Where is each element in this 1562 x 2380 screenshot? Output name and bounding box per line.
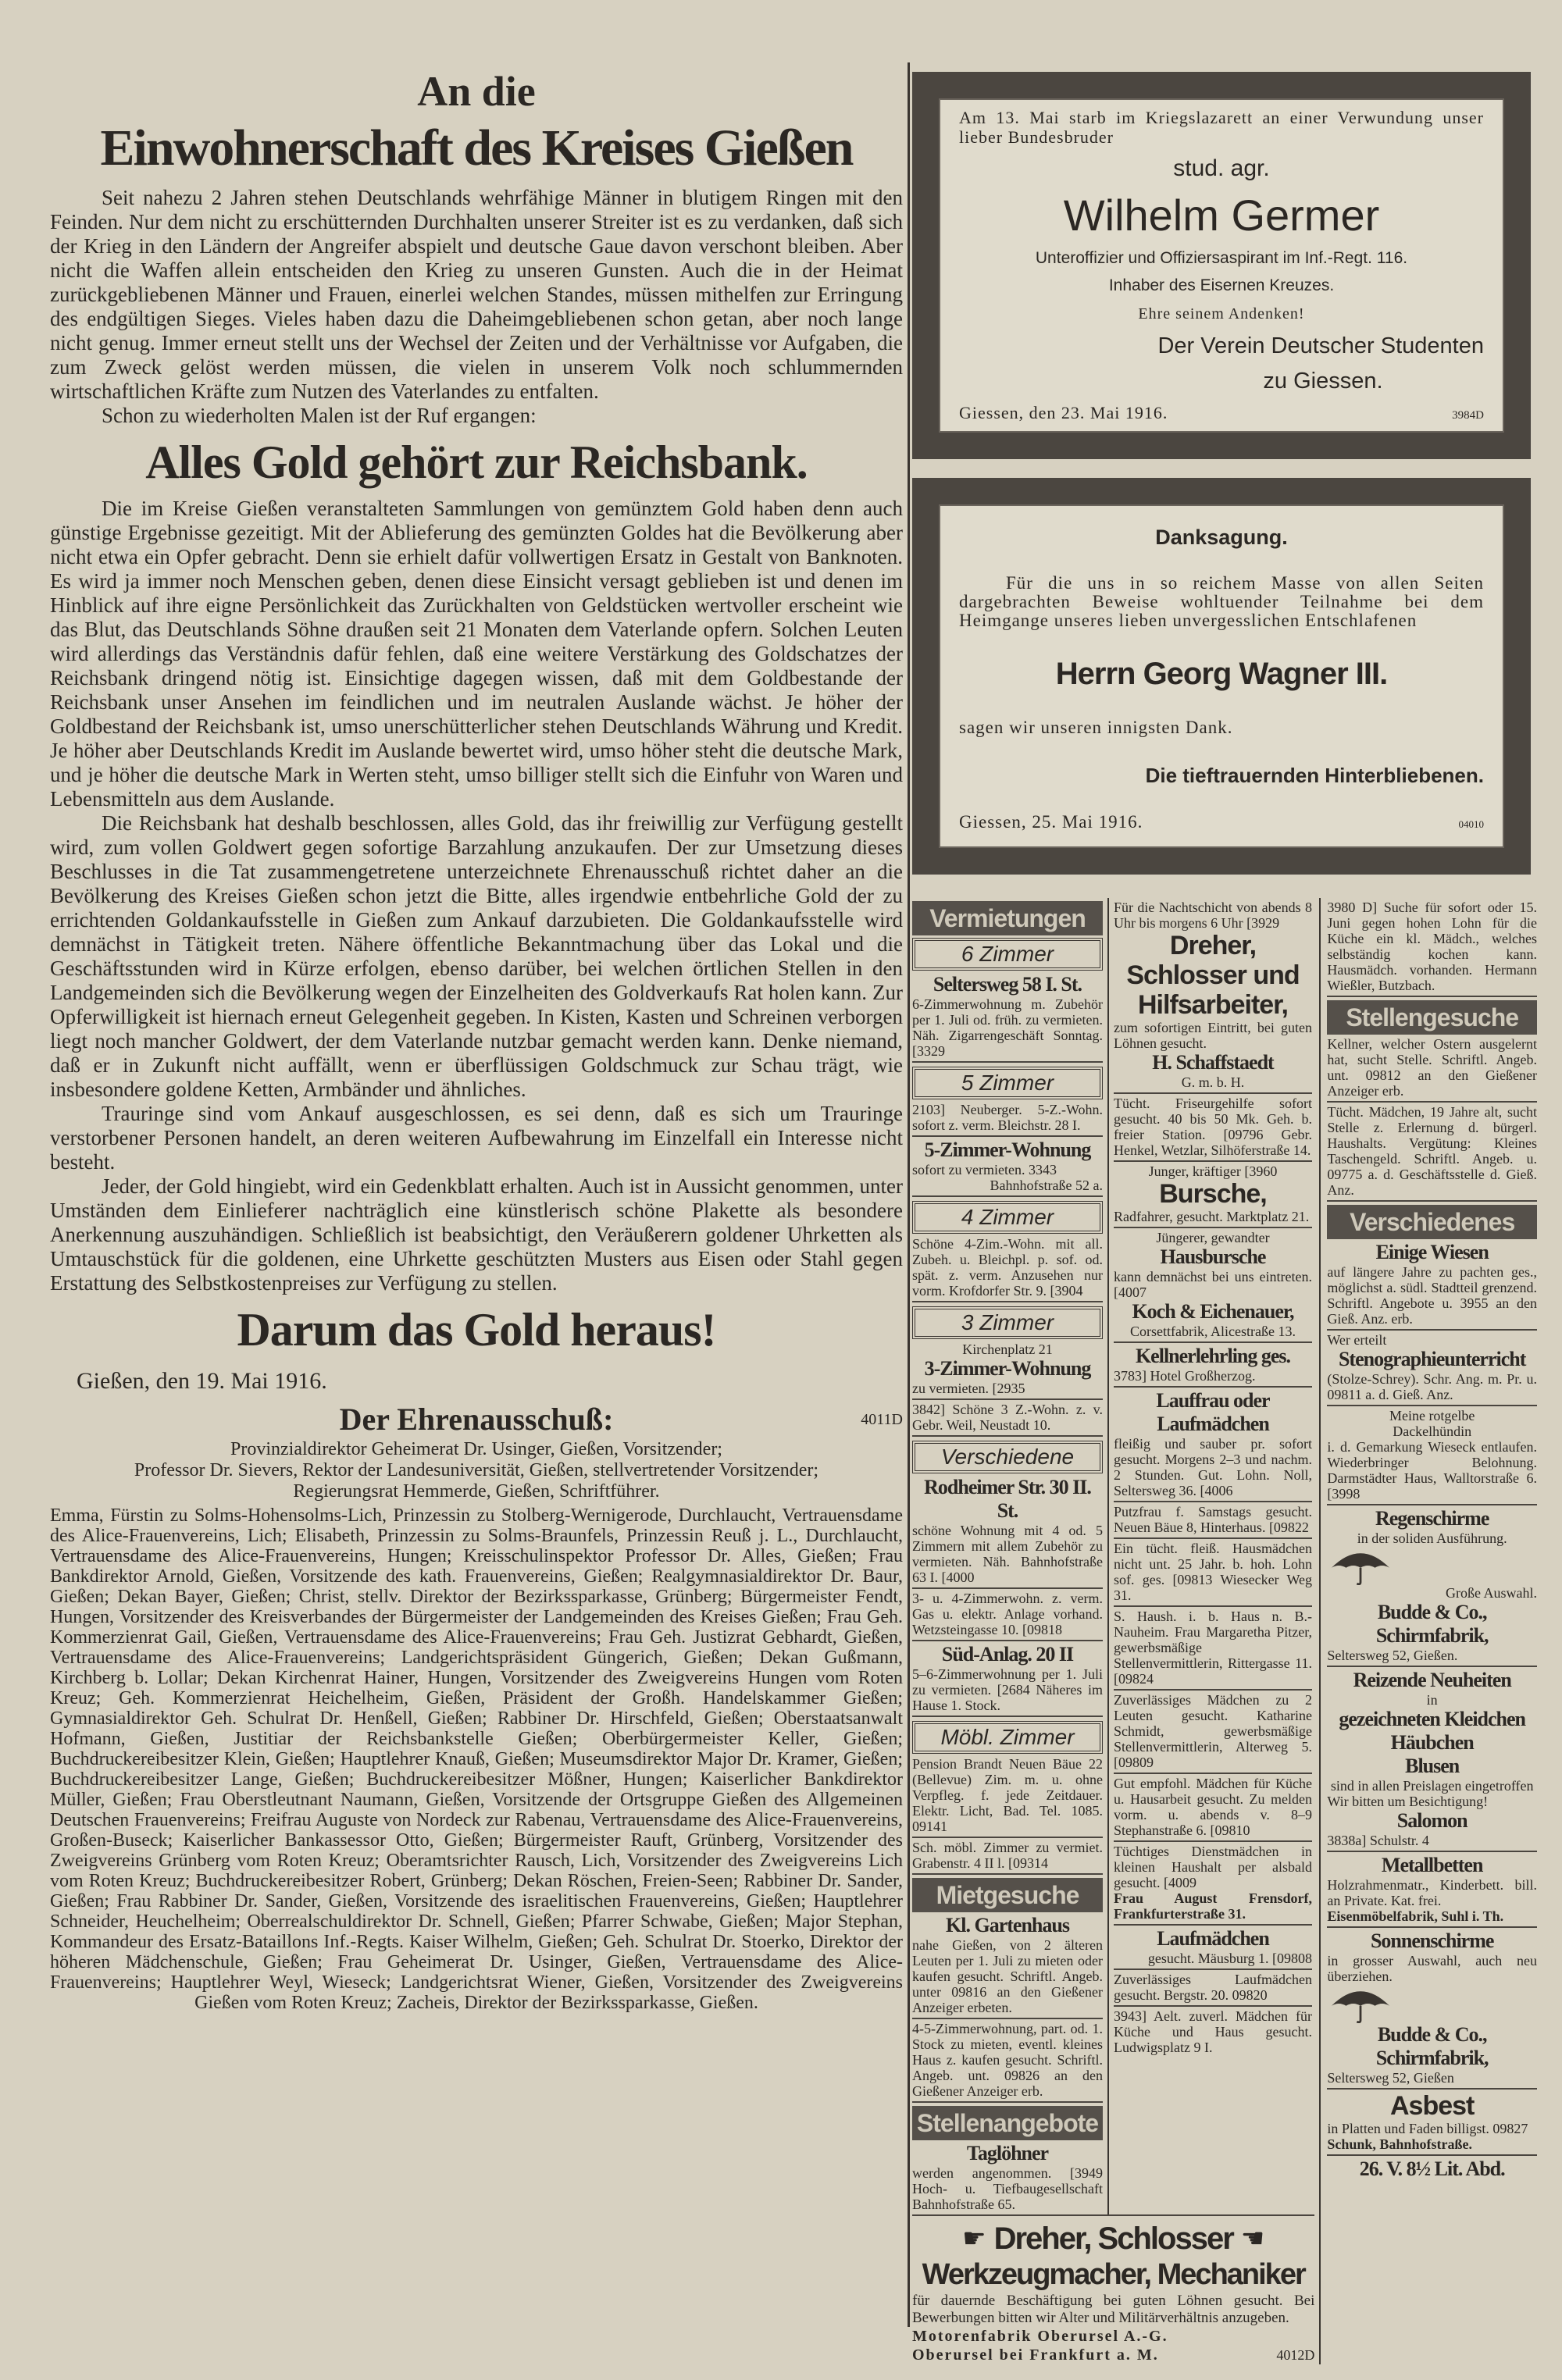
ad-body-text: Ein tücht. fleiß. Hausmädchen nicht unt. 25 Jahr. b. hoh. Lohn sof. ges. [09813 Wiesecker Weg 31. [1114, 1541, 1312, 1603]
committee-header [50, 1400, 903, 1439]
classified-ad [1114, 1539, 1312, 1607]
ad-big-text: Süd-Anlag. 20 II [941, 1643, 1074, 1666]
ad-center-text: Meine rotgelbe [1389, 1408, 1475, 1423]
ad-center-text: Dackelhündin [1393, 1423, 1472, 1439]
ad-huge-text: Asbest [1390, 2091, 1475, 2121]
ad-body-text: in grosser Auswahl, auch neu überziehen. [1327, 1953, 1537, 1984]
ad-body-text: Zuverlässiges Mädchen zu 2 Leuten gesucht. Katharine Schmidt, gewerbsmäßige Stellenvermittlerin, Alterweg 5. [09809 [1114, 1692, 1312, 1770]
right-section [912, 72, 1537, 2364]
classified-ad [912, 1641, 1103, 1717]
ad-box-text: Möbl. Zimmer [912, 1721, 1103, 1754]
paragraph: Jeder, der Gold hingiebt, wird ein Gedenkblatt erhalten. Auch ist in Aussicht genommen, unter Umständen dem Einlieferer nachträglich eine künstlerisch schöne Plakette als besondere Anerkennung auszuhändigen. Schließlich ist beabsichtigt, den Veräußerern goldener Uhrketten als Umtauschstück für die goldenen, eine Uhrkette geschützten Musters aus Eisen oder Stahl gegen Erstattung des Selbstkostenpreises zur Verfügung zu stellen. [50, 1174, 903, 1295]
classified-ad [1327, 2156, 1537, 2183]
ad-big-text: Blusen [1405, 1755, 1460, 1777]
ad-center-text: Kirchenplatz 21 [962, 1341, 1053, 1357]
umbrella-icon [1327, 1984, 1537, 2023]
ad-body-text: Holzrahmenmatr., Kinderbett. bill. an Private. Kat. frei. [1327, 1877, 1537, 1908]
job-ad-motorenfabrik [912, 2214, 1314, 2364]
ad-headline-2: Werkzeugmacher, Mechaniker [922, 2258, 1305, 2291]
ad-big-text: 5-Zimmer-Wohnung [924, 1138, 1091, 1161]
classified-ad [1327, 2090, 1537, 2156]
ad-body-text: auf längere Jahre zu pachten ges., möglichst a. südl. Stadtteil grenzend. Schriftl. Angebote u. 3955 an den Gieß. Anz. erb. [1327, 1264, 1537, 1327]
obituary-prefix: stud. agr. [1173, 155, 1270, 181]
classified-ad [1114, 1388, 1312, 1502]
ad-body-text: Gut empfohl. Mädchen für Küche u. Hausarbeit gesucht. Zu melden vorm. u. abends v. 8–9 Stephanstraße 6. [09810 [1114, 1776, 1312, 1838]
classified-ad [1327, 997, 1537, 1103]
ad-big-text: Stenographieunterricht [1338, 1348, 1526, 1370]
ad-center-text: in [1426, 1692, 1438, 1708]
ad-ref: 4012D [1276, 2347, 1315, 2363]
ad-banner-text: Stellengesuche [1327, 1000, 1537, 1035]
ad-box-text: 6 Zimmer [912, 938, 1103, 971]
committee-title: Der Ehrenausschuß: [339, 1402, 614, 1437]
classified-ad [1114, 1228, 1312, 1343]
obituary-honor: Inhaber des Eisernen Kreuzes. [1108, 276, 1335, 294]
pointing-hand-left-icon: ☚ [1240, 2225, 1265, 2254]
ad-body-text: Für die Nachtschicht von abends 8 Uhr bis morgens 6 Uhr [3929 [1114, 900, 1312, 931]
classified-ad [1114, 1162, 1312, 1228]
classified-ad [912, 1197, 1103, 1302]
obituary-signature-place: zu Giessen. [1263, 369, 1383, 394]
ad-big-text: Kellnerlehrling ges. [1135, 1345, 1291, 1367]
ad-body-text: 5–6-Zimmerwohnung per 1. Juli zu vermieten. [2684 Näheres im Hause 1. Stock. [912, 1666, 1103, 1713]
classifieds-left [912, 898, 1321, 2364]
ad-headline: Dreher, Schlosser [993, 2221, 1233, 2256]
paragraph: Die Reichsbank hat deshalb beschlossen, alles Gold, das ihr freiwillig zur Verfügung gestellt wird, zum vollen Goldwert gegen sofortige Barzahlung anzukaufen. Der zur Umsetzung dieses Beschlusses in die Tat zusammengetretene unterzeichnete Ehrenausschuß richtet daher an die Bevölkerung des Kreises Gießen schon jetzt die Bitte, alles irgendwie entbehrliche Gold der zu errichtenden Goldankaufsstelle in Gießen zum Ankauf darzubieten. Die Goldankaufsstelle wird demnächst in Tätigkeit treten. Nähere öffentliche Bekanntmachung über das Lokal und die Geschäftsstunden wird in Kürze erfolgen, ebenso darüber, bei welchen örtlichen Stellen in den Landgemeinden sich die Bevölkerung wegen der Einzelheiten des Goldverkaufs Rat holen kann. Zur Opferwilligkeit ist hiernach erneut Gelegenheit gegeben. In Kisten, Kasten und Schreinen verborgen liegt noch mancher Goldwert, der dem Vaterlande nutzbar gemacht werden kann. Denke niemand, daß er in Zukunft nicht auffällt, wenn er überflüssigen Goldschmuck zur Schau trägt, wie insbesondere goldene Ketten, Armbänder und ähnliches. [50, 811, 903, 1101]
classifieds-column-jobs [1109, 898, 1312, 2214]
committee-line: Professor Dr. Sievers, Rektor der Landesuniversität, Gießen, stellvertretender Vorsitzender; [134, 1460, 819, 1480]
ad-big-text: Taglöhner [966, 2142, 1049, 2164]
ad-big-text: Hausbursche [1160, 1245, 1266, 1268]
thanks-signature: Die tieftrauernden Hinterbliebenen. [1145, 764, 1484, 788]
ad-body-text: 6-Zimmerwohnung m. Zubehör per 1. Juli od. früh. zu vermieten. Näh. Zigarrengeschäft Sonntag. [3329 [912, 996, 1103, 1059]
obituary-intro: Am 13. Mai starb im Kriegslazarett an einer Verwundung unser lieber Bundesbruder [959, 108, 1484, 147]
ad-big-text: Regenschirme [1375, 1507, 1489, 1530]
ad-big-text: Reizende Neuheiten [1353, 1669, 1511, 1691]
thanks-name: Herrn Georg Wagner III. [1055, 656, 1388, 691]
ad-big-text: Budde & Co., Schirmfabrik, [1375, 1601, 1489, 1647]
classifieds-column-misc [1321, 898, 1537, 2183]
classified-ad [1114, 1502, 1312, 1539]
classified-ad [1327, 1103, 1537, 1202]
ad-big-text: Einige Wiesen [1375, 1241, 1489, 1263]
ad-big-text: Metallbetten [1381, 1854, 1483, 1876]
classified-ad [1327, 1202, 1537, 1331]
paragraph: Schon zu wiederholten Malen ist der Ruf ergangen: [102, 404, 537, 427]
ad-body-text: zu vermieten. [2935 [912, 1381, 1025, 1396]
ad-big-text: Rodheimer Str. 30 II. St. [924, 1476, 1091, 1522]
classifieds-column-rentals [912, 898, 1109, 2214]
ad-bold-text: Schunk, Bahnhofstraße. [1327, 2136, 1472, 2152]
obituary-name: Wilhelm Germer [1063, 191, 1380, 240]
ad-body-text: 3838a] Schulstr. 4 [1327, 1833, 1429, 1848]
ad-banner-text: Mietgesuche [912, 1878, 1103, 1912]
ad-body-text: 3783] Hotel Großherzog. [1114, 1368, 1256, 1384]
ad-banner-text: Verschiedenes [1327, 1205, 1537, 1239]
ad-body-text: 3842] Schöne 3 Z.-Wohn. z. v. Gebr. Weil, Neustadt 10. [912, 1402, 1103, 1433]
thanks-title: Danksagung. [1155, 526, 1288, 549]
ad-right-text: gesucht. Mäusburg 1. [09808 [1147, 1951, 1312, 1966]
ad-body-text: Kellner, welcher Ostern ausgelernt hat, sucht Stelle. Schriftl. Angeb. unt. 09812 an den Gießener Anzeiger erb. [1327, 1036, 1537, 1099]
ad-body-text: Wir bitten um Besichtigung! [1327, 1794, 1489, 1809]
ad-big-text: Laufmädchen [1157, 1927, 1269, 1950]
column-divider [908, 62, 910, 2327]
ad-body-text: 2103] Neuberger. 5-Z.-Wohn. sofort z. verm. Bleichstr. 28 I. [912, 1102, 1103, 1133]
ad-body-text: Seltersweg 52, Gießen. [1327, 1648, 1458, 1663]
ad-body-text: werden angenommen. [3949 Hoch- u. Tiefbaugesellschaft Bahnhofstraße 65. [912, 2165, 1103, 2212]
thanks-ref: 04010 [1458, 818, 1484, 830]
classified-ad [1114, 1926, 1312, 1970]
ad-body-text: S. Haush. i. b. Haus n. B.-Nauheim. Frau Margaretha Pitzer, gewerbsmäßige Stellenvermittlerin, Rittergasse 11. [09824 [1114, 1609, 1312, 1687]
ad-body-text: (Stolze-Schrey). Schr. Ang. m. Pr. u. 09811 a. d. Gieß. Anz. [1327, 1371, 1537, 1402]
ad-big-text: Budde & Co., Schirmfabrik, [1375, 2023, 1489, 2069]
classified-ad [1114, 1970, 1312, 2007]
thanks-text-2: sagen wir unseren innigsten Dank. [959, 718, 1233, 738]
ad-body-text: 3980 D] Suche für sofort oder 15. Juni gegen hohen Lohn für die Küche ein kl. Mädch., welches selbständig kochen kann. Hausmädch. vorhanden. Hermann Wießler, Butzbach. [1327, 900, 1537, 993]
ad-body-text: fleißig und sauber pr. sofort gesucht. Morgens 2–3 und nachm. 2 Stunden. Gut. Lohn. Noll, Seltersweg 36. [4006 [1114, 1436, 1312, 1498]
article-ref: 4011D [861, 1411, 903, 1428]
classified-ad [1327, 1667, 1537, 1852]
ad-big-text: 3-Zimmer-Wohnung [924, 1357, 1091, 1380]
classified-ad [912, 1838, 1103, 1875]
ad-place: Oberursel bei Frankfurt a. M. [912, 2346, 1159, 2364]
ad-bold-text: Frau August Frensdorf, Frankfurterstraße 31. [1114, 1890, 1312, 1922]
ad-body-text: schöne Wohnung mit 4 od. 5 Zimmern mit allem Zubehör zu vermieten. Näh. Bahnhofstraße 63 I. [4000 [912, 1523, 1103, 1585]
classified-ad [1114, 1607, 1312, 1691]
ad-box-text: 3 Zimmer [912, 1306, 1103, 1339]
ad-center-text: Junger, kräftiger [3960 [1148, 1163, 1278, 1179]
classified-ad [912, 1302, 1103, 1400]
committee-line: Regierungsrat Hemmerde, Gießen, Schriftführer. [293, 1481, 660, 1502]
article-title: Einwohnerschaft des Kreises Gießen [100, 119, 853, 176]
paragraph: Trauringe sind vom Ankauf ausgeschlossen, es sei denn, daß es sich um Trauringe verstorbener Personen handelt, an deren weiteren Aufbewahrung im Einzelfall ein Interesse nicht besteht. [50, 1102, 903, 1174]
ad-big-text: Seltersweg 58 I. St. [933, 973, 1082, 996]
thanks-date: Giessen, 25. Mai 1916. [959, 811, 1143, 832]
classified-ad [1114, 1691, 1312, 1774]
classified-ad [912, 1400, 1103, 1437]
committee-line: Provinzialdirektor Geheimerat Dr. Usinger, Gießen, Vorsitzender; [230, 1439, 722, 1459]
ad-body-text: in Platten und Faden billigst. 09827 [1327, 2121, 1528, 2136]
ad-body-text: i. d. Gemarkung Wieseck entlaufen. Wiederbringer Belohnung. Darmstädter Haus, Walltorstraße 6. [3998 [1327, 1439, 1537, 1502]
classified-ad [912, 1589, 1103, 1641]
ad-center-text: Corsettfabrik, Alicestraße 13. [1130, 1324, 1296, 1339]
ad-box-text: Verschiedene [912, 1441, 1103, 1473]
committee-members: Emma, Fürstin zu Solms-Hohensolms-Lich, Prinzessin zu Stolberg-Wernigerode, Durchlaucht, Vertrauensdame des Alice-Frauenvereins, Lich; Elisabeth, Prinzessin zu Solms-Braunfels, Prinzessin Reuß j. L., Durchlaucht, Vertrauensdame des Alice-Frauenvereins, Hungen; Kreisschulinspektor Professor Dr. Alles, Gießen; Frau Bankdirektor Arnold, Gießen, Vorsitzende des kath. Frauenvereins, Gießen; Realgymnasialdirektor Dr. Baur, Gießen; Dekan Bayer, Gießen; Christ, stellv. Direktor der Bezirkssparkasse, Grünberg; Bürgermeister Fendt, Hungen, Vorsitzender des Kreisverbandes der Bürgermeister der Landgemeinden des Kreises Gießen; Frau Geh. Kommerzienrat Gail, Gießen, Vertrauensdame des Alice-Frauenvereins; Frau Geh. Justizrat Gebhardt, Gießen, Vertrauensdame des Alice-Frauenvereins; Landgerichtspräsident Güngerich, Gießen; Dekan Gußmann, Kirchberg b. Lollar; Dekan Kirchenrat Hainer, Hungen, Vorsitzender des Zweigvereins Hungen vom Roten Kreuz; Geh. Kommerzienrat Heichelheim, Gießen, Präsident der Großh. Handelskammer Gießen; Gymnasialdirektor Geh. Schulrat Dr. Henßell, Gießen; Rabbiner Dr. Hirschfeld, Gießen; Oberstaatsanwalt Hofmann, Gießen, Justitiar der Reichsbankstelle Gießen; Oberbürgermeister Keller, Gießen; Buchdruckereibesitzer Klein, Gießen; Hauptlehrer Knauß, Gießen; Museumsdirektor Major Dr. Kramer, Gießen; Buchdruckereibesitzer Lange, Gießen; Buchdruckereibesitzer Mößner, Hungen; Kaiserlicher Bankdirektor Müller, Gießen; Frau Oberstleutnant Naumann, Gießen, Vorsitzende der Ortsgruppe Gießen des Allgemeinen Deutschen Frauenvereins; Freifrau Auguste von Nordeck zur Rabenau, Vertrauensdame des Alice-Frauenvereins, Großen-Buseck; Kaiserlicher Bankassessor Otto, Gießen; Bürgermeister Rauft, Grünberg, Vorsitzender des Zweigvereins Grünberg vom Roten Kreuz; Oberamtsrichter Rausch, Lich, Vorsitzender des Zweigvereins Lich vom Roten Kreuz; Buchdruckereibesitzer Robert, Grünberg; Dekan Röschen, Freien-Seen; Rabbiner Dr. Sander, Gießen; Frau Rabbiner Dr. Sander, Gießen, Vorsitzende des israelitischen Frauenvereins, Gießen; Hauptlehrer Schneider, Heuchelheim; Oberrealschuldirektor Dr. Schnell, Gießen; Pfarrer Schwabe, Gießen; Major Stephan, Kommandeur des Ersatz-Bataillons Inf.-Regts. Kaiser Wilhelm, Gießen; Geh. Schulrat Dr. Stoerko, Direktor der höheren Mädchenschule, Gießen; Frau Geheimerat Dr. Usinger, Gießen, Vertrauensdame des Alice-Frauenvereins; Hauptlehrer Weyl, Wieseck; Landgerichtsrat Wiener, Gießen, Vorsitzender des Zweigvereins Gießen vom Roten Kreuz; Zacheis, Direktor der Bezirkssparkasse, Gießen. [50, 1505, 903, 2013]
classified-ad [912, 2103, 1103, 2214]
ad-body-text: sofort zu vermieten. 3343 [912, 1162, 1057, 1178]
classified-ad [1114, 1774, 1312, 1842]
subtitle-gold-reichsbank: Alles Gold gehört zur Reichsbank. [145, 436, 808, 488]
ad-body-text: Schöne 4-Zim.-Wohn. mit all. Zubeh. u. Bleichpl. p. sof. od. spät. z. verm. Anzusehen nur vorm. Krofdorfer Str. 9. [3904 [912, 1236, 1103, 1299]
classified-ad [1114, 898, 1312, 1094]
classifieds [912, 898, 1537, 2364]
classified-ad [912, 1137, 1103, 1197]
subtitle-gold-heraus: Darum das Gold heraus! [237, 1304, 716, 1356]
classified-ad [912, 2019, 1103, 2103]
ad-body-text: Seltersweg 52, Gießen [1327, 2070, 1454, 2086]
ad-body-text: Tüchtiges Dienstmädchen in kleinen Haushalt per alsbald gesucht. [4009 [1114, 1844, 1312, 1890]
classified-ad [912, 898, 1103, 1063]
ad-box-text: 4 Zimmer [912, 1201, 1103, 1234]
classified-ad [1327, 1331, 1537, 1406]
ad-huge-text: Dreher, Schlosser und Hilfsarbeiter, [1126, 931, 1300, 1020]
ad-center-text: sind in allen Preislagen eingetroffen [1330, 1778, 1534, 1794]
obituary-ref: 3984D [1452, 409, 1484, 422]
classified-ad [912, 1437, 1103, 1589]
thanks-notice [912, 478, 1531, 875]
obituary-notice [912, 72, 1531, 459]
classified-ad [1327, 1406, 1537, 1505]
ad-banner-text: Stellenangebote [912, 2106, 1103, 2140]
umbrella-icon [1327, 1546, 1537, 1585]
classified-ad [1327, 898, 1537, 997]
thanks-text: Für die uns in so reichem Masse von allen Seiten dargebrachten Beweise wohltuender Teilnahme bei dem Heimgange unseres lieben unvergesslichen Entschlafenen [959, 572, 1484, 630]
ad-center-text: in der soliden Ausführung. [1357, 1530, 1507, 1546]
classified-ad [1327, 1928, 1537, 2090]
ad-body-text: Radfahrer, gesucht. Marktplatz 21. [1114, 1209, 1310, 1224]
ad-body-text: Pension Brandt Neuen Bäue 22 (Bellevue) Zim. m. u. ohne Verpfleg. f. jede Zeitdauer. Elektr. Licht, Bad. Tel. 1085. 09141 [912, 1756, 1103, 1834]
committee-officers [50, 1439, 903, 1502]
ad-body-text: zum sofortigen Eintritt, bei guten Löhnen gesucht. [1114, 1020, 1312, 1051]
ad-body-text: Wer erteilt [1327, 1332, 1387, 1348]
ad-right-text: Bahnhofstraße 52 a. [990, 1178, 1103, 1193]
ad-big-text: H. Schaffstaedt [1152, 1051, 1274, 1074]
ad-text: für dauernde Beschäftigung bei guten Löhnen gesucht. Bei Bewerbungen bitten wir Alter und Militärverhältnis anzugeben. [912, 2293, 1315, 2326]
ad-box-text: 5 Zimmer [912, 1067, 1103, 1099]
article-date: Gießen, den 19. Mai 1916. [77, 1368, 327, 1394]
article-kicker: An die [417, 68, 536, 115]
ad-big-text: Häubchen [1390, 1731, 1474, 1754]
obituary-motto: Ehre seinem Andenken! [1138, 305, 1305, 322]
ad-body-text: Tücht. Mädchen, 19 Jahre alt, sucht Stelle z. Erlernung d. bürgerl. Haushalts. Vergütung: Kleines Taschengeld. Schriftl. Angeb. u. 09775 a. d. Geschäftsstelle d. Gieß. Anz. [1327, 1104, 1537, 1198]
ad-body-text: nahe Gießen, von 2 älteren Leuten per 1. Juli zu mieten oder kaufen gesucht. Schriftl. Angeb. unter 09816 an den Gießener Anzeiger erbeten. [912, 1937, 1103, 2015]
classified-ad [912, 1875, 1103, 2019]
paragraph: Seit nahezu 2 Jahren stehen Deutschlands wehrfähige Männer in blutigem Ringen mit den Feinden. Nur dem nicht zu erschütternden Durchhalten unserer Streiter ist es zu verdanken, daß sich der Krieg in den Ländern der Angreifer abspielt und deutsche Gaue davon verschont bleiben. Aber nicht die Waffen allein entscheiden den Krieg zu unseren Gunsten. Auch die in der Heimat zurückgebliebenen Männer und Frauen, einerlei welchen Standes, müssen mithelfen zur Erringung des endgültigen Sieges. Vieles haben dazu die Daheimgebliebenen schon getan, aber noch lange nicht genug. Immer erneut stellt uns der Wechsel der Zeiten und der Verhältnisse vor Aufgaben, die zum Zweck gelöst werden müssen, die vielen in unserem Volk noch schlummernden wirtschaftlichen Kräfte zum Nutzen des Vaterlandes zu entfalten. [50, 186, 903, 403]
classified-ad [912, 1063, 1103, 1137]
classified-ad [1114, 1094, 1312, 1162]
ad-body-text: Tücht. Friseurgehilfe sofort gesucht. 40 bis 50 Mk. Geh. b. freier Station. [09796 Gebr. Henkel, Wetzlar, Silhöferstraße 14. [1114, 1096, 1312, 1158]
ad-big-text: Koch & Eichenauer, [1132, 1300, 1294, 1323]
ad-center-text: Jüngerer, gewandter [1156, 1230, 1270, 1245]
ad-big-text: Salomon [1396, 1809, 1467, 1832]
ad-bold-text: Eisenmöbelfabrik, Suhl i. Th. [1327, 1908, 1504, 1924]
classified-ad [1114, 1343, 1312, 1388]
ad-body-text: Putzfrau f. Samstags gesucht. Neuen Bäue 8, Hinterhaus. [09822 [1114, 1504, 1312, 1535]
ad-body-text: 3- u. 4-Zimmerwohn. z. verm. Gas u. elektr. Anlage vorhand. Wetzsteingasse 10. [09818 [912, 1591, 1103, 1637]
obituary-signature: Der Verein Deutscher Studenten [1157, 333, 1484, 358]
ad-big-text: Kl. Gartenhaus [946, 1914, 1069, 1936]
ad-body-text: Zuverlässiges Laufmädchen gesucht. Bergstr. 20. 09820 [1114, 1972, 1312, 2003]
ad-big-text: 26. V. 8½ Lit. Abd. [1359, 2157, 1505, 2180]
ad-center-text: G. m. b. H. [1181, 1074, 1245, 1090]
ad-big-text: Lauffrau oder Laufmädchen [1156, 1389, 1270, 1435]
ad-company: Motorenfabrik Oberursel A.-G. [912, 2328, 1168, 2345]
ad-right-text: Große Auswahl. [1446, 1585, 1537, 1601]
classified-ad [1327, 1852, 1537, 1928]
pointing-hand-right-icon: ☛ [962, 2225, 986, 2254]
classified-ad [912, 1717, 1103, 1838]
obituary-date: Giessen, den 23. Mai 1916. [959, 403, 1168, 422]
ad-body-text: 4-5-Zimmerwohnung, part. od. 1. Stock zu mieten, eventl. kleines Haus z. kaufen gesucht. Schriftl. Angeb. unt. 09826 an den Gießener Anzeiger erb. [912, 2021, 1103, 2099]
appeal-article [50, 67, 903, 2013]
ad-banner-text: Vermietungen [912, 901, 1103, 935]
ad-body-text: Sch. möbl. Zimmer zu vermiet. Grabenstr. 4 II l. [09314 [912, 1840, 1103, 1871]
ad-body-text: kann demnächst bei uns eintreten. [4007 [1114, 1269, 1312, 1300]
ad-body-text: 3943] Aelt. zuverl. Mädchen für Küche und Haus gesucht. Ludwigsplatz 9 I. [1114, 2008, 1312, 2055]
paragraph: Die im Kreise Gießen veranstalteten Sammlungen von gemünztem Gold haben denn auch günstige Ergebnisse gezeitigt. Mit der Ablieferung des gemünzten Goldes hat die Bevölkerung aber nicht etwa ein Opfer gebracht. Denn sie erhielt dafür vollwertigen Ersatz in Gestalt von Banknoten. Es wird ja immer noch Menschen geben, denen diese Einsicht versagt geblieben ist und denen im Hinblick auf ihre eigne Persönlichkeit das Zurückhalten von Geldstücken wertvoller erscheint wie das Blut, das Deutschlands Söhne draußen seit 21 Monaten dem Vaterlande opfern. Solchen Leuten wird allerdings das Verständnis dafür fehlen, daß eine weitere Verstärkung des Goldschatzes der Reichsbank dringend nötig ist. Einsichtige dagegen wissen, daß mit dem Goldbestande der Reichsbank unser Ansehen im feindlichen und im neutralen Auslande wächst. Je höher der Goldbestand der Reichsbank ist, umso unerschütterlicher stehen Deutschlands Währung und Kredit. Je höher aber Deutschlands Kredit im Auslande bewertet wird, umso höher steht die deutsche Mark, und je höher die deutsche Mark in Werten steht, umso billiger stellt sich die Einfuhr von Waren und Lebensmitteln aus dem Auslande. [50, 497, 903, 811]
ad-huge-text: Bursche, [1159, 1179, 1267, 1209]
ad-big-text: Sonnenschirme [1370, 1929, 1494, 1952]
classified-ad [1327, 1505, 1537, 1667]
classified-ad [1114, 2007, 1312, 2058]
obituary-rank: Unteroffizier und Offiziersaspirant im Inf.-Regt. 116. [1035, 249, 1408, 267]
ad-big-text: gezeichneten Kleidchen [1339, 1708, 1526, 1730]
classified-ad [1114, 1842, 1312, 1926]
